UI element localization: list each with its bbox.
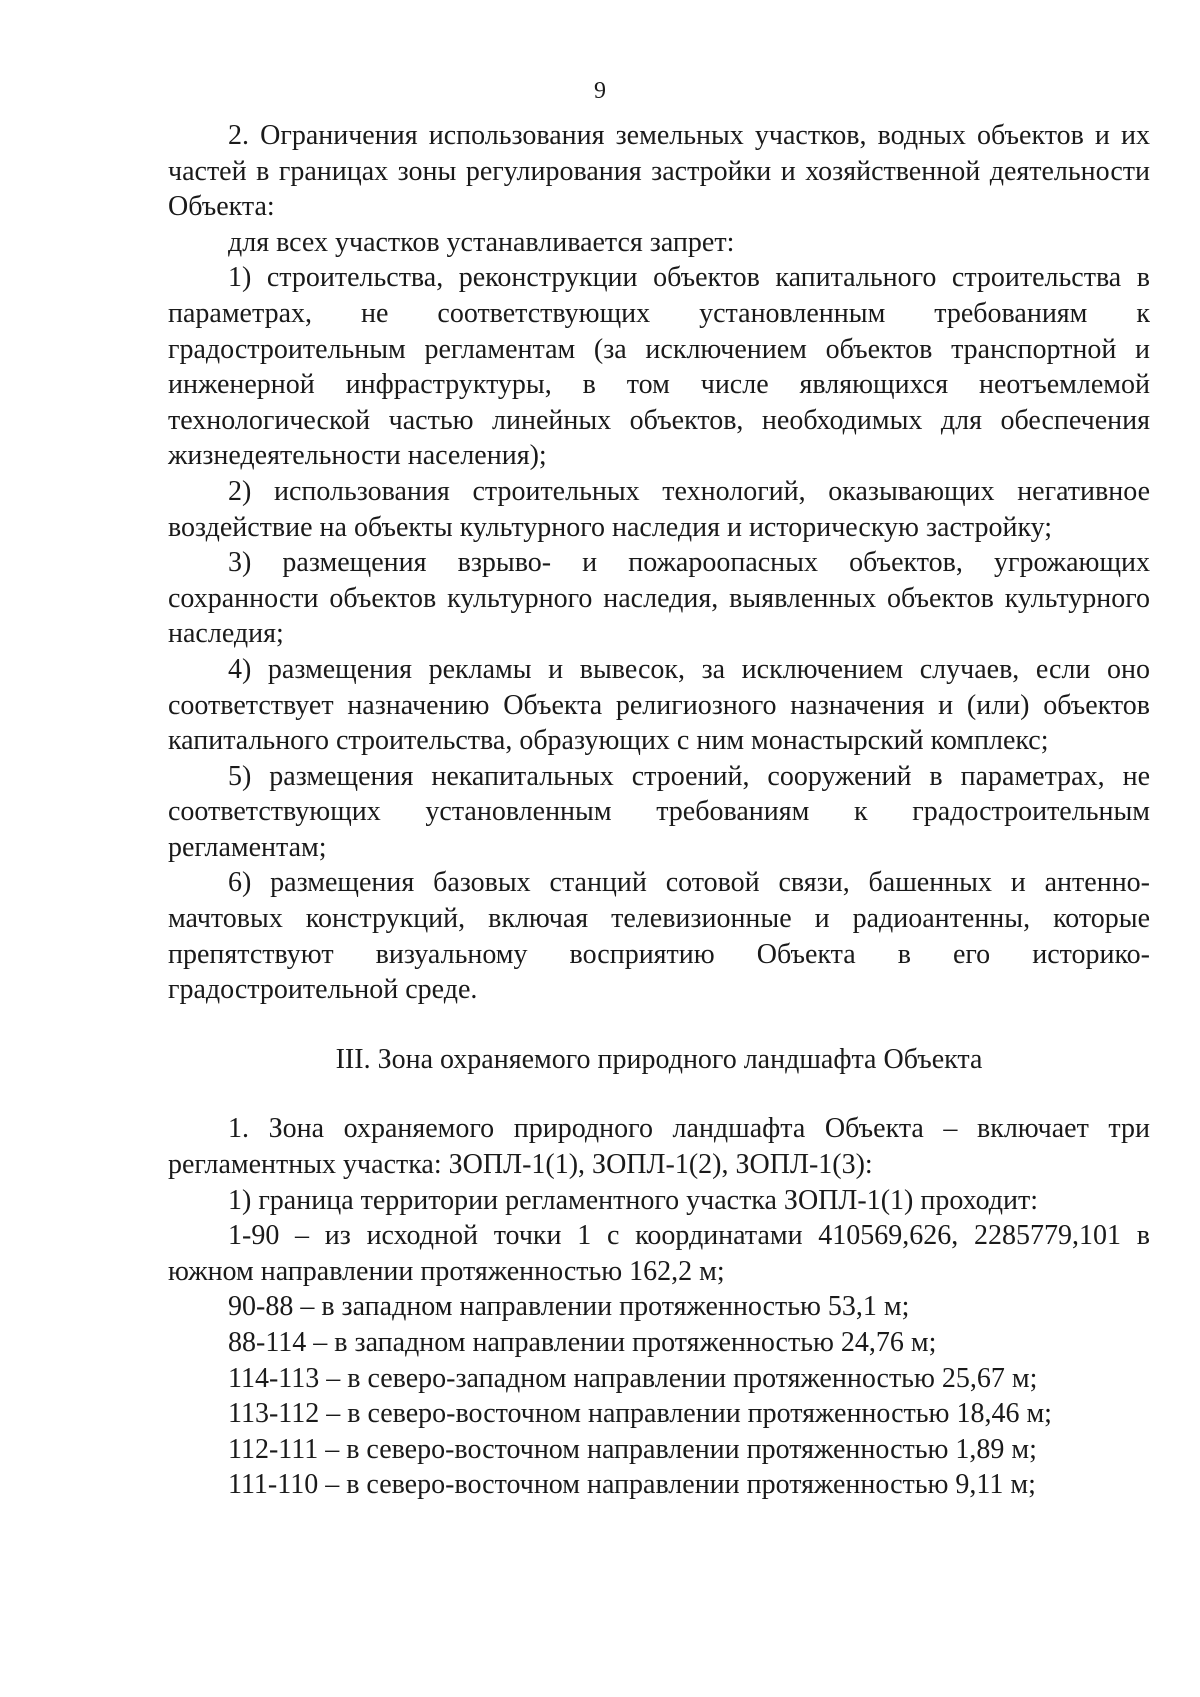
paragraph-restrictions-intro: 2. Ограничения использования земельных участков, водных объектов и их частей в границах зоны регулирования застройки и хозяйственной деятельности Объекта: xyxy=(168,120,1150,223)
paragraph-item-5: 5) размещения некапитальных строений, сооружений в параметрах, не соответствующих установленным требованиям к градостроительным регламентам; xyxy=(168,760,1150,863)
boundary-segment: 90-88 – в западном направлении протяженностью 53,1 м; xyxy=(228,1291,910,1323)
paragraph-item-6: 6) размещения базовых станций сотовой связи, башенных и антенно-мачтовых конструкций, включая телевизионные и радиоантенны, которые препятствуют визуальному восприятию Объекта в его историко-градостроительной среде. xyxy=(168,867,1150,1006)
boundary-segment: 114-113 – в северо-западном направлении протяженностью 25,67 м; xyxy=(228,1362,1038,1394)
paragraph-ban-intro: для всех участков устанавливается запрет: xyxy=(228,226,735,258)
boundary-segment: 112-111 – в северо-восточном направлении протяженностью 1,89 м; xyxy=(228,1433,1037,1465)
paragraph-item-4: 4) размещения рекламы и вывесок, за исключением случаев, если оно соответствует назначению Объекта религиозного назначения и (или) объектов капитального строительства, образующих с ним монастырский комплекс; xyxy=(168,653,1150,757)
paragraph-item-2: 2) использования строительных технологий, оказывающих негативное воздействие на объекты культурного наследия и историческую застройку; xyxy=(168,475,1150,543)
paragraph-boundary-intro: 1) граница территории регламентного участка ЗОПЛ-1(1) проходит: xyxy=(228,1184,1039,1216)
paragraph-zone-intro: 1. Зона охраняемого природного ландшафта Объекта – включает три регламентных участка: ЗОПЛ-1(1), ЗОПЛ-1(2), ЗОПЛ-1(3): xyxy=(168,1113,1150,1181)
section-heading: III. Зона охраняемого природного ландшафта Объекта xyxy=(335,1043,983,1075)
document-body xyxy=(168,118,1150,1503)
boundary-segment: 88-114 – в западном направлении протяженностью 24,76 м; xyxy=(228,1327,937,1358)
paragraph-item-1: 1) строительства, реконструкции объектов капитального строительства в параметрах, не соответствующих установленным требованиям к градостроительным регламентам (за исключением объектов транспортной и инженерной инфраструктуры, в том числе являющихся неотъемлемой технологической частью линейных объектов, необходимых для обеспечения жизнедеятельности населения); xyxy=(168,262,1150,472)
boundary-segment: 113-112 – в северо-восточном направлении протяженностью 18,46 м; xyxy=(228,1398,1052,1430)
page-number: 9 xyxy=(594,78,606,104)
paragraph-item-3: 3) размещения взрыво- и пожароопасных объектов, угрожающих сохранности объектов культурного наследия, выявленных объектов культурного наследия; xyxy=(168,547,1150,650)
boundary-segment: 111-110 – в северо-восточном направлении протяженностью 9,11 м; xyxy=(228,1469,1036,1501)
boundary-segment: 1-90 – из исходной точки 1 с координатами 410569,626, 2285779,101 в южном направлении протяженностью 162,2 м; xyxy=(168,1220,1150,1287)
